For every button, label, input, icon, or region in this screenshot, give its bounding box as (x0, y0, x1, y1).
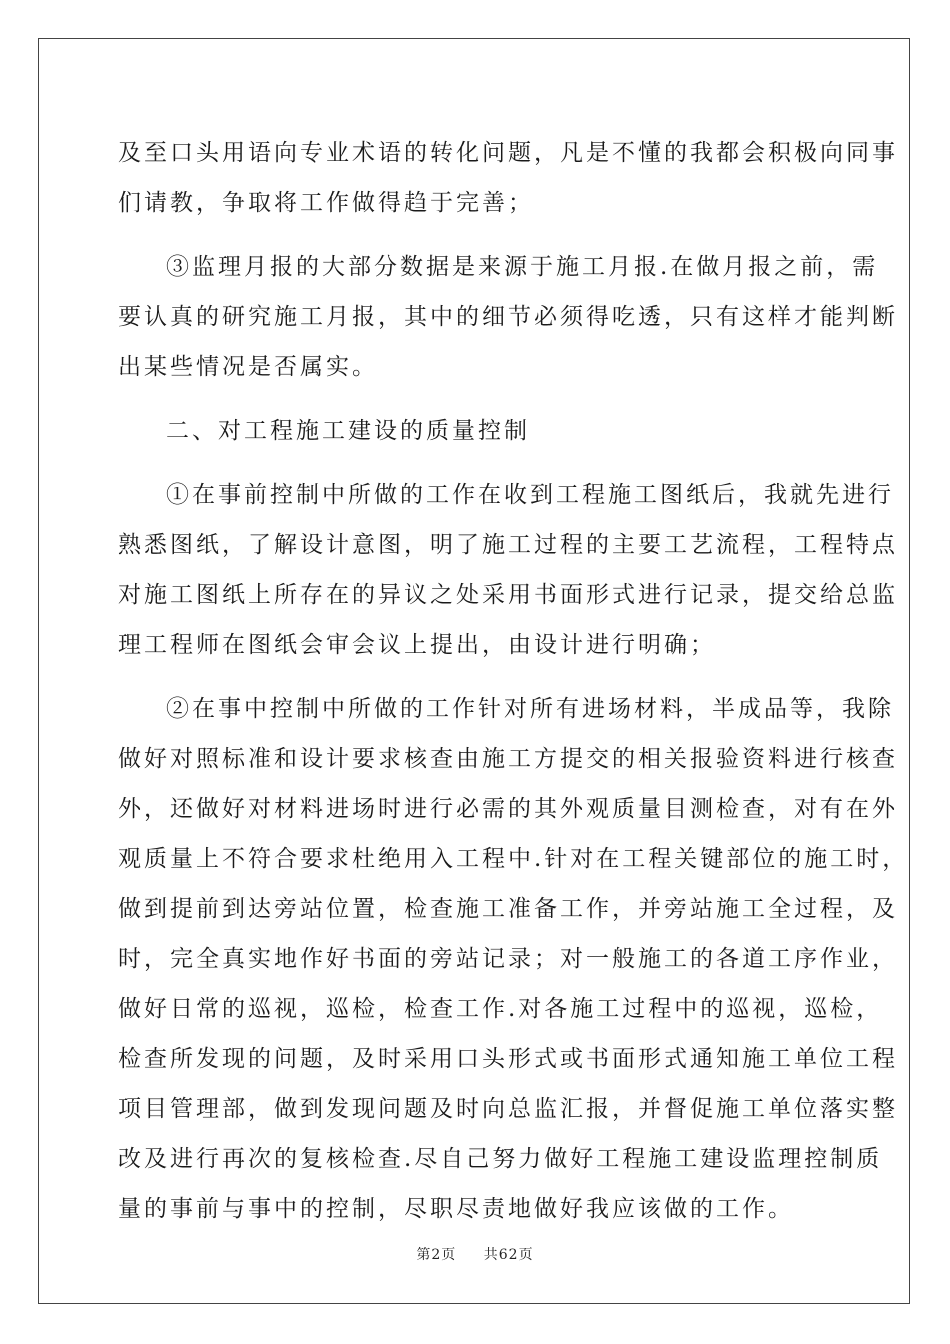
text-line: 项目管理部，做到发现问题及时向总监汇报，并督促施工单位落实整 (118, 1096, 898, 1122)
text-line: ②在事中控制中所做的工作针对所有进场材料，半成品等，我除 (166, 696, 894, 722)
text-line: 要认真的研究施工月报，其中的细节必须得吃透，只有这样才能判断 (118, 304, 898, 330)
text-line: 量的事前与事中的控制，尽职尽责地做好我应该做的工作。 (118, 1196, 794, 1222)
paragraph (118, 128, 898, 228)
text-line: ③监理月报的大部分数据是来源于施工月报.在做月报之前，需 (166, 254, 879, 280)
text-line: 理工程师在图纸会审会议上提出，由设计进行明确； (118, 632, 716, 658)
total-pages: 共62页 (483, 1247, 534, 1263)
text-line: 时，完全真实地作好书面的旁站记录；对一般施工的各道工序作业， (118, 946, 898, 972)
text-line: 及至口头用语向专业术语的转化问题，凡是不懂的我都会积极向同事 (118, 140, 898, 166)
text-line: 做到提前到达旁站位置，检查施工准备工作，并旁站施工全过程，及 (118, 896, 898, 922)
text-line: 外，还做好对材料进场时进行必需的其外观质量目测检查，对有在外 (118, 796, 898, 822)
text-line: 做好日常的巡视，巡检，检查工作.对各施工过程中的巡视，巡检， (118, 996, 883, 1022)
paragraph (118, 242, 898, 392)
page-footer (0, 1244, 950, 1264)
text-line: 对施工图纸上所存在的异议之处采用书面形式进行记录，提交给总监 (118, 582, 898, 608)
text-line: 检查所发现的问题，及时采用口头形式或书面形式通知施工单位工程 (118, 1046, 898, 1072)
text-line: 出某些情况是否属实。 (118, 354, 378, 380)
page-number: 第2页 (416, 1247, 457, 1263)
paragraph (118, 406, 838, 456)
paragraph (118, 684, 909, 1234)
text-line: 们请教，争取将工作做得趋于完善； (118, 190, 534, 216)
text-line: 熟悉图纸，了解设计意图，明了施工过程的主要工艺流程，工程特点 (118, 532, 898, 558)
text-line: 改及进行再次的复核检查.尽自己努力做好工程施工建设监理控制质 (118, 1146, 883, 1172)
paragraph (118, 470, 898, 670)
text-line: 观质量上不符合要求杜绝用入工程中.针对在工程关键部位的施工时， (118, 846, 909, 872)
document-body (118, 128, 909, 1248)
text-line: 二、对工程施工建设的质量控制 (166, 418, 530, 444)
text-line: 做好对照标准和设计要求核查由施工方提交的相关报验资料进行核查 (118, 746, 898, 772)
text-line: ①在事前控制中所做的工作在收到工程施工图纸后，我就先进行 (166, 482, 894, 508)
